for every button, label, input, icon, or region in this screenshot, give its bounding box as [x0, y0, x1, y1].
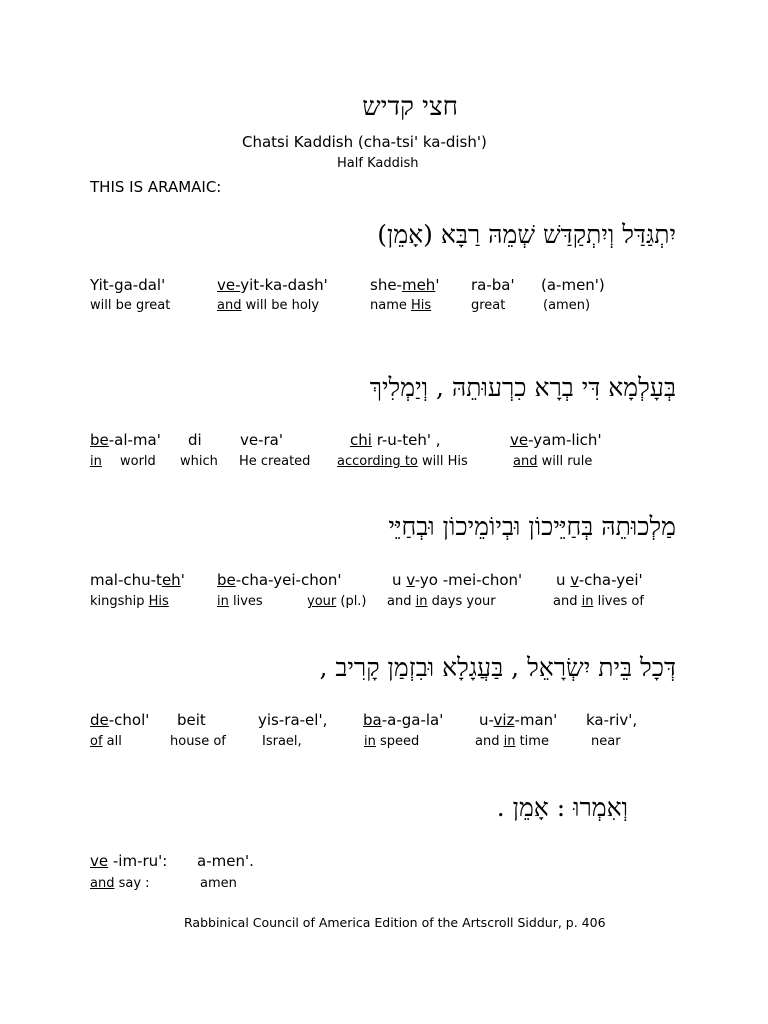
underlined-fragment: be: [217, 571, 236, 589]
page-subtitle: Half Kaddish: [337, 156, 419, 171]
english-word: and say :: [90, 876, 150, 891]
english-word: name His: [370, 298, 432, 313]
underlined-fragment: ve: [90, 852, 109, 870]
underlined-fragment: in: [217, 594, 229, 609]
translit-word: ve-ra': [240, 431, 284, 449]
page-title: Chatsi Kaddish (cha-tsi' ka-dish'): [242, 133, 487, 151]
underlined-fragment: ve: [510, 431, 529, 449]
english-word: your (pl.): [307, 594, 367, 609]
hebrew-line-3: מַלְכוּתֵהּ בְּחַיֵּיכוֹן וּבְיוֹמֵיכוֹן וּבְחַיֵּי: [388, 512, 676, 541]
hebrew-line-2: בְּעָלְמָא דִּי בְרָא כִרְעוּתֵהּ , וְיַמְלִיךְ: [369, 373, 676, 402]
english-word: kingship His: [90, 594, 169, 609]
underlined-fragment: His: [411, 298, 432, 313]
underlined-fragment: v: [406, 571, 415, 589]
translit-word: u v-cha-yei': [556, 571, 643, 589]
english-word: and in time: [475, 734, 549, 749]
translit-word: u v-yo -mei-chon': [392, 571, 523, 589]
translit-word: ba-a-ga-la': [363, 711, 444, 729]
underlined-fragment: in: [90, 454, 102, 469]
underlined-fragment: in: [503, 734, 516, 749]
underlined-fragment: ba: [363, 711, 382, 729]
translit-word: chi r-u-teh' ,: [350, 431, 441, 449]
underlined-fragment: according to: [337, 454, 418, 469]
underlined-fragment: chi: [350, 431, 372, 449]
underlined-fragment: meh: [401, 276, 436, 294]
english-word: world: [120, 454, 156, 469]
hebrew-line-5: וְאִמְרוּ : אָמֵן .: [496, 793, 628, 822]
underlined-fragment: ve-: [217, 276, 241, 294]
english-word: and in days your: [387, 594, 496, 609]
english-word: great: [471, 298, 506, 313]
underlined-fragment: and: [90, 876, 115, 891]
english-word: Israel,: [262, 734, 302, 749]
english-word: will be great: [90, 298, 171, 313]
english-word: of all: [90, 734, 122, 749]
translit-word: ve -im-ru':: [90, 852, 168, 870]
english-word: (amen): [543, 298, 591, 313]
underlined-fragment: and: [217, 298, 242, 313]
underlined-fragment: de: [90, 711, 109, 729]
translit-word: be-al-ma': [90, 431, 161, 449]
translit-word: ra-ba': [471, 276, 515, 294]
language-note: THIS IS ARAMAIC:: [90, 178, 222, 196]
translit-word: mal-chu-teh': [90, 571, 185, 589]
hebrew-line-4: דְּכָל בֵּית יִשְׂרָאֵל , בַּעֲגָלָא וּבִזְמַן קָרִיב ,: [319, 653, 676, 682]
english-word: which: [180, 454, 218, 469]
english-word: according to will His: [337, 454, 468, 469]
underlined-fragment: in: [581, 594, 594, 609]
underlined-fragment: v: [570, 571, 579, 589]
underlined-fragment: and: [513, 454, 538, 469]
translit-word: ve-yit-ka-dash': [217, 276, 328, 294]
english-word: He created: [239, 454, 311, 469]
hebrew-title: חצי קדיש: [362, 92, 458, 122]
hebrew-line-1: יִתְגַּדַּל וְיִתְקַדַּשׁ שְׁמֵהּ רַבָּא (אָמֵן): [377, 220, 676, 249]
translit-word: di: [188, 431, 202, 449]
translit-word: (a-men'): [541, 276, 605, 294]
source-citation: Rabbinical Council of America Edition of the Artscroll Siddur, p. 406: [184, 915, 606, 930]
english-word: [90, 454, 102, 469]
translit-word: ve-yam-lich': [510, 431, 602, 449]
translit-word: de-chol': [90, 711, 150, 729]
translit-word: Yit-ga-dal': [90, 276, 166, 294]
underlined-fragment: His: [148, 594, 169, 609]
english-word: house of: [170, 734, 226, 749]
english-word: in lives: [217, 594, 263, 609]
underlined-fragment: in: [364, 734, 376, 749]
translit-word: yis-ra-el',: [258, 711, 328, 729]
translit-word: a-men'.: [197, 852, 254, 870]
english-word: amen: [200, 876, 237, 891]
underlined-fragment: your: [307, 594, 337, 609]
underlined-fragment: eh: [161, 571, 181, 589]
underlined-fragment: be: [90, 431, 109, 449]
english-word: in speed: [364, 734, 420, 749]
underlined-fragment: in: [415, 594, 428, 609]
underlined-fragment: viz: [493, 711, 515, 729]
translit-word: be-cha-yei-chon': [217, 571, 342, 589]
english-word: and will rule: [513, 454, 593, 469]
english-word: and in lives of: [553, 594, 644, 609]
english-word: near: [591, 734, 621, 749]
translit-word: beit: [177, 711, 206, 729]
underlined-fragment: of: [90, 734, 103, 749]
english-word: and will be holy: [217, 298, 320, 313]
translit-word: she-meh': [370, 276, 440, 294]
translit-word: u-viz-man': [479, 711, 558, 729]
translit-word: ka-riv',: [586, 711, 638, 729]
